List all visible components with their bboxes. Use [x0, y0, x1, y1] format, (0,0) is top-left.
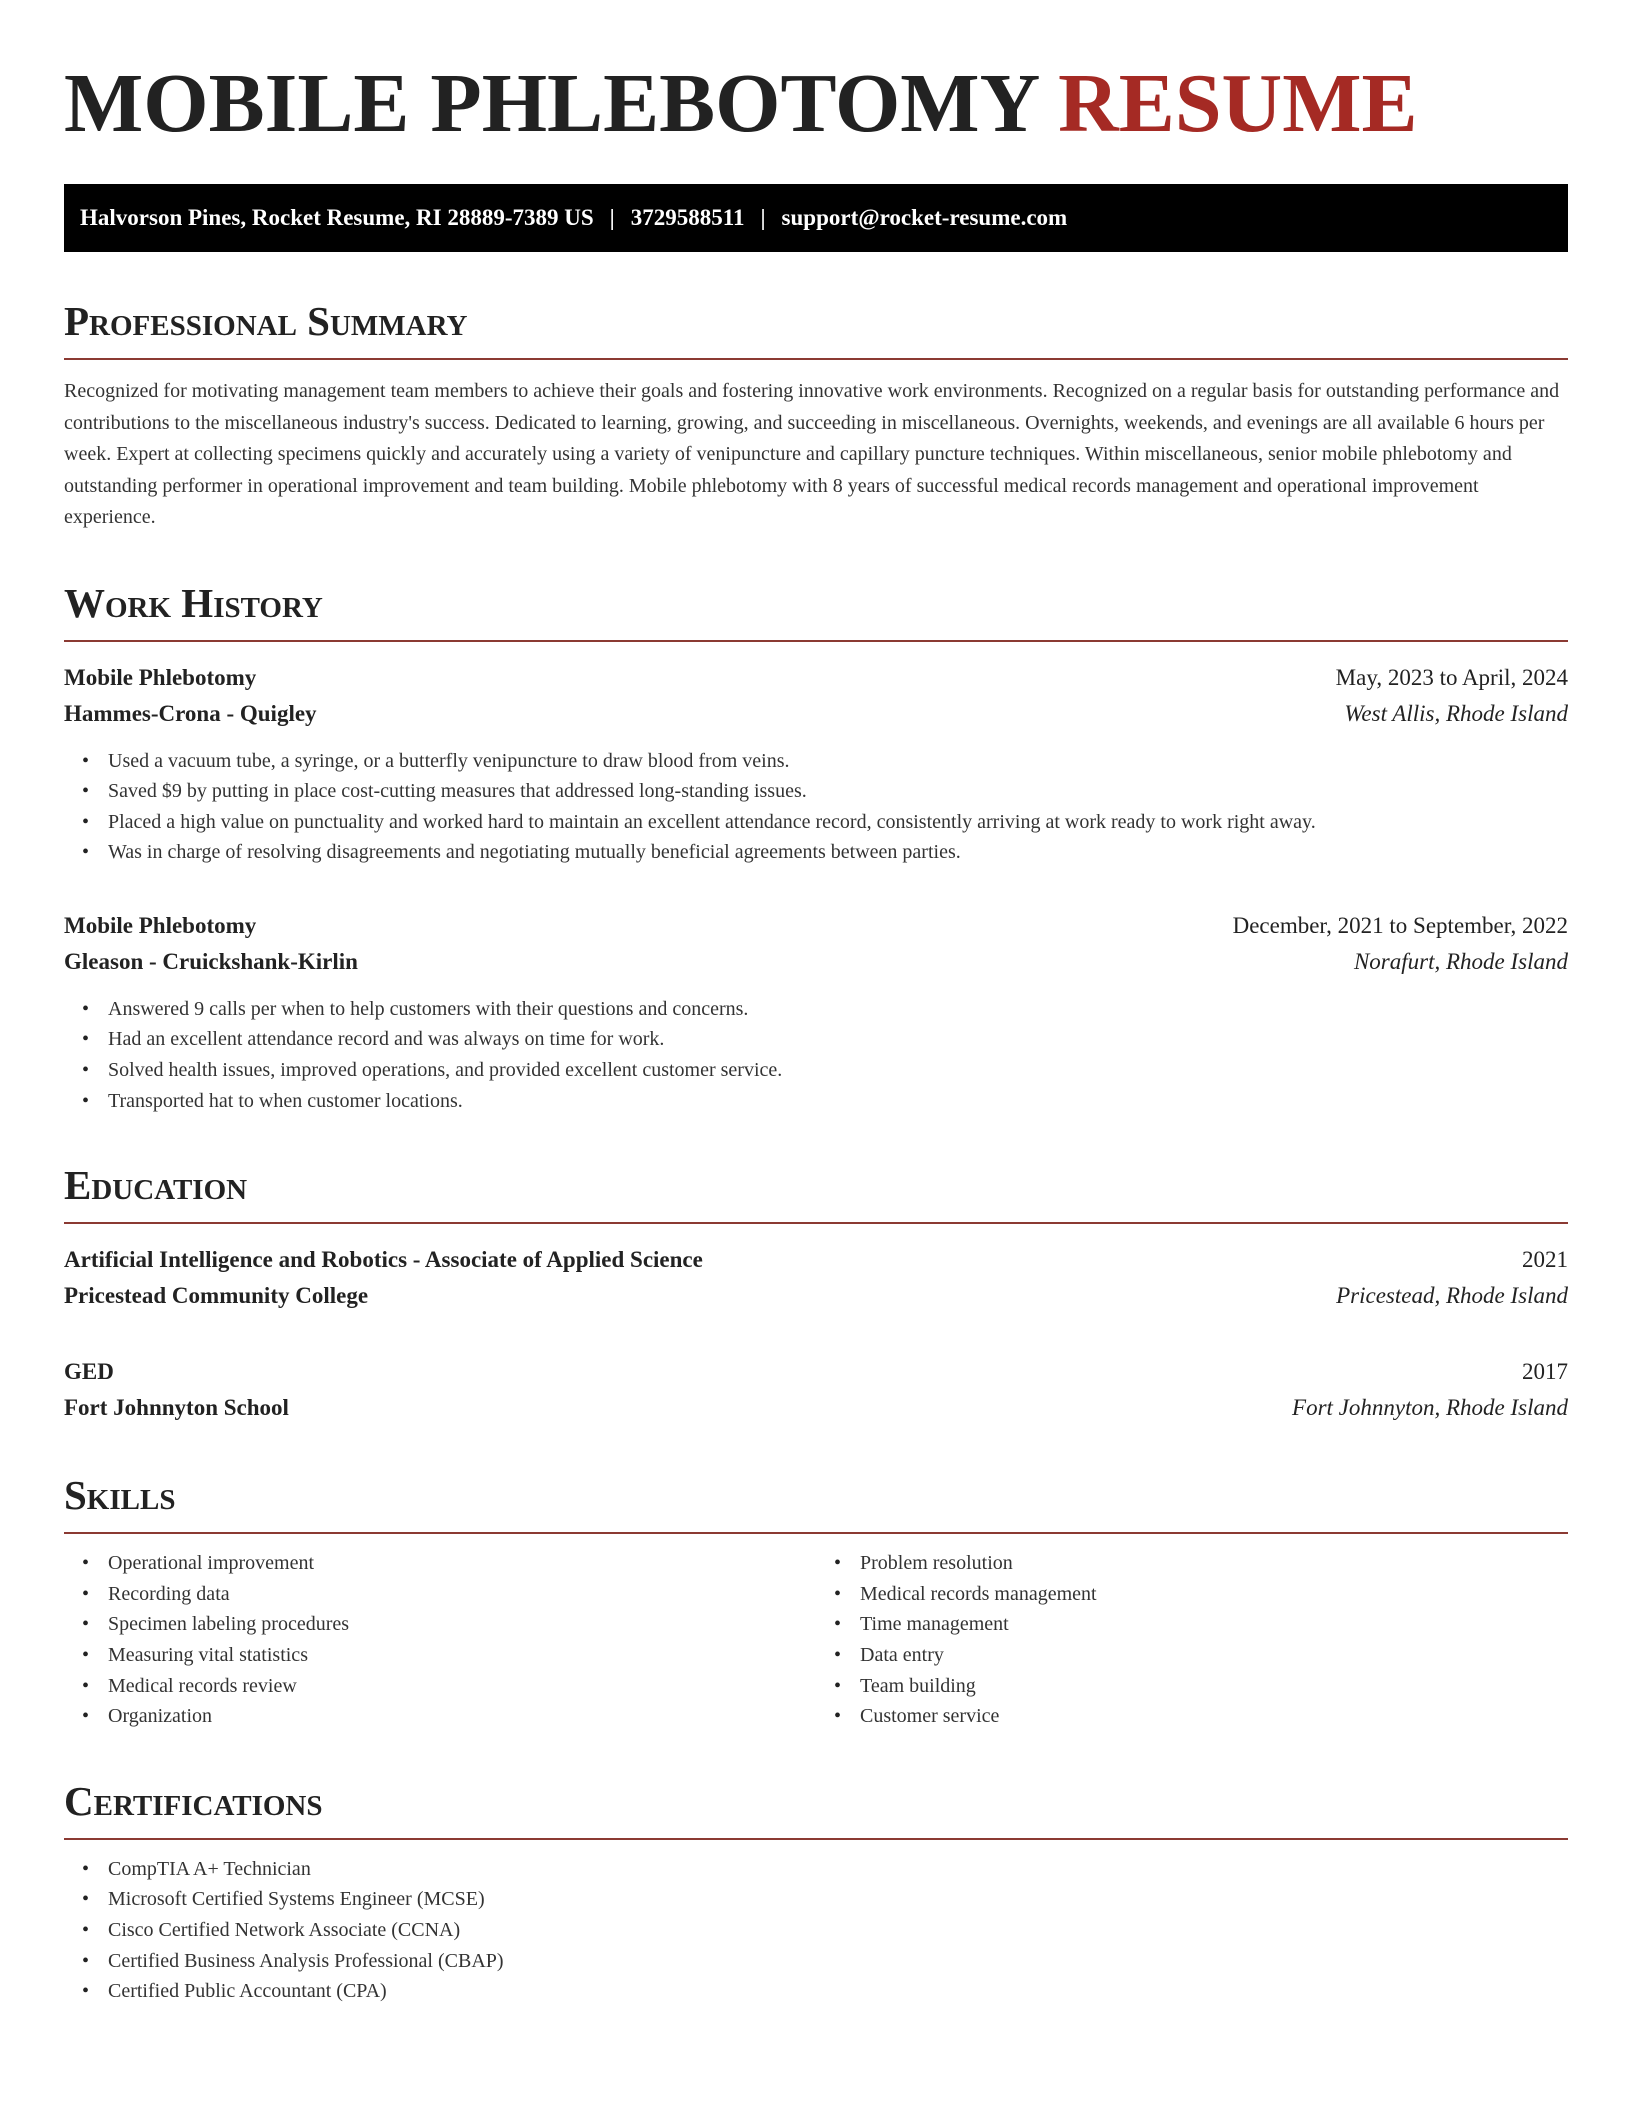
- skill-item: • Customer service: [860, 1701, 1568, 1732]
- education-year: 2021: [1522, 1247, 1568, 1273]
- skill-item: • Data entry: [860, 1640, 1568, 1671]
- education-year: 2017: [1522, 1359, 1568, 1385]
- education-location: Fort Johnnyton, Rhode Island: [1292, 1395, 1568, 1421]
- job-title-row: [64, 908, 1568, 944]
- skill-item: • Problem resolution: [860, 1548, 1568, 1579]
- skills-grid: [64, 1548, 1568, 1732]
- skill-item: • Medical records management: [860, 1579, 1568, 1610]
- certifications-list: [64, 1854, 1568, 2007]
- list-item: • Used a vacuum tube, a syringe, or a butterfly venipuncture to draw blood from veins.: [108, 746, 1568, 777]
- certifications-section: [64, 1776, 1568, 2007]
- job-entry: [64, 908, 1568, 1116]
- job-title: Mobile Phlebotomy: [64, 664, 257, 690]
- contact-address: Halvorson Pines, Rocket Resume, RI 28889-7389 US: [80, 205, 594, 230]
- list-item: • Placed a high value on punctuality and worked hard to maintain an excellent attendance record, consistently arriving at work ready to work right away.: [108, 807, 1568, 838]
- education-school: Fort Johnnyton School: [64, 1395, 289, 1421]
- job-bullets: [64, 994, 1568, 1116]
- contact-phone[interactable]: 3729588511: [630, 205, 745, 230]
- list-item: • Was in charge of resolving disagreements and negotiating mutually beneficial agreements between parties.: [108, 837, 1568, 868]
- section-heading: Work History: [64, 578, 1568, 642]
- skill-item: • Team building: [860, 1671, 1568, 1702]
- education-location: Pricestead, Rhode Island: [1336, 1283, 1568, 1309]
- summary-text: Recognized for motivating management team members to achieve their goals and fostering innovative work environments. Recognized on a regular basis for outstanding performance and contributions to the miscellaneous industry's success. Dedicated to learning, growing, and succeeding in miscellaneous. Overnights, weekends, and evenings are all available 6 hours per week. Expert at collecting specimens quickly and accurately using a variety of venipuncture and capillary puncture techniques. Within miscellaneous, senior mobile phlebotomy and outstanding performer in operational improvement and team building. Mobile phlebotomy with 8 years of successful medical records management and operational improvement experience.: [64, 380, 1560, 528]
- job-company-row: [64, 696, 1568, 732]
- job-company: Gleason - Cruickshank-Kirlin: [64, 948, 358, 974]
- education-degree-row: [64, 1242, 1568, 1278]
- education-school: Pricestead Community College: [64, 1283, 369, 1309]
- education-school-row: [64, 1278, 1568, 1314]
- certification-item: • Certified Business Analysis Professional (CBAP): [108, 1946, 1568, 1977]
- contact-email[interactable]: support@rocket-resume.com: [781, 205, 1068, 230]
- certification-item: • Microsoft Certified Systems Engineer (MCSE): [108, 1884, 1568, 1915]
- skill-item: • Measuring vital statistics: [108, 1640, 816, 1671]
- list-item: • Transported hat to when customer locations.: [108, 1086, 1568, 1117]
- job-bullets: [64, 746, 1568, 868]
- skill-item: • Organization: [108, 1701, 816, 1732]
- education-entry: [64, 1242, 1568, 1314]
- education-school-row: [64, 1390, 1568, 1426]
- resume-title: [64, 56, 1568, 152]
- skill-item: • Recording data: [108, 1579, 816, 1610]
- job-company-row: [64, 944, 1568, 980]
- job-dates: May, 2023 to April, 2024: [1335, 664, 1568, 690]
- certification-item: • Cisco Certified Network Associate (CCNA): [108, 1915, 1568, 1946]
- list-item: • Answered 9 calls per when to help customers with their questions and concerns.: [108, 994, 1568, 1025]
- job-location: Norafurt, Rhode Island: [1353, 948, 1568, 974]
- skill-item: • Time management: [860, 1609, 1568, 1640]
- skills-list-right: [816, 1548, 1568, 1732]
- job-title: Mobile Phlebotomy: [64, 912, 257, 938]
- work-history-section: [64, 578, 1568, 1117]
- skill-item: • Medical records review: [108, 1671, 816, 1702]
- education-degree: Artificial Intelligence and Robotics - Associate of Applied Science: [64, 1247, 703, 1273]
- job-entry: [64, 660, 1568, 868]
- section-heading: Education: [64, 1160, 1568, 1224]
- skill-item: • Operational improvement: [108, 1548, 816, 1579]
- job-title-row: [64, 660, 1568, 696]
- education-section: [64, 1160, 1568, 1426]
- skills-list-left: [64, 1548, 816, 1732]
- title-accent: RESUME: [1058, 57, 1418, 150]
- education-degree-row: [64, 1354, 1568, 1390]
- job-location: West Allis, Rhode Island: [1344, 700, 1568, 726]
- certification-item: • Certified Public Accountant (CPA): [108, 1976, 1568, 2007]
- certification-item: • CompTIA A+ Technician: [108, 1854, 1568, 1885]
- contact-separator: |: [760, 205, 766, 230]
- list-item: • Solved health issues, improved operations, and provided excellent customer service.: [108, 1055, 1568, 1086]
- contact-bar: [64, 184, 1568, 252]
- job-dates: December, 2021 to September, 2022: [1232, 912, 1568, 938]
- education-entry: [64, 1354, 1568, 1426]
- list-item: • Saved $9 by putting in place cost-cutting measures that addressed long-standing issues.: [108, 776, 1568, 807]
- skill-item: • Specimen labeling procedures: [108, 1609, 816, 1640]
- skills-section: [64, 1470, 1568, 1732]
- section-heading: Skills: [64, 1470, 1568, 1534]
- title-main: MOBILE PHLEBOTOMY: [64, 57, 1038, 150]
- summary-section: [64, 296, 1568, 534]
- list-item: • Had an excellent attendance record and was always on time for work.: [108, 1024, 1568, 1055]
- contact-separator: |: [609, 205, 615, 230]
- job-company: Hammes-Crona - Quigley: [64, 700, 317, 726]
- education-degree: GED: [64, 1359, 114, 1385]
- section-heading: Certifications: [64, 1776, 1568, 1840]
- section-heading: Professional Summary: [64, 296, 1568, 360]
